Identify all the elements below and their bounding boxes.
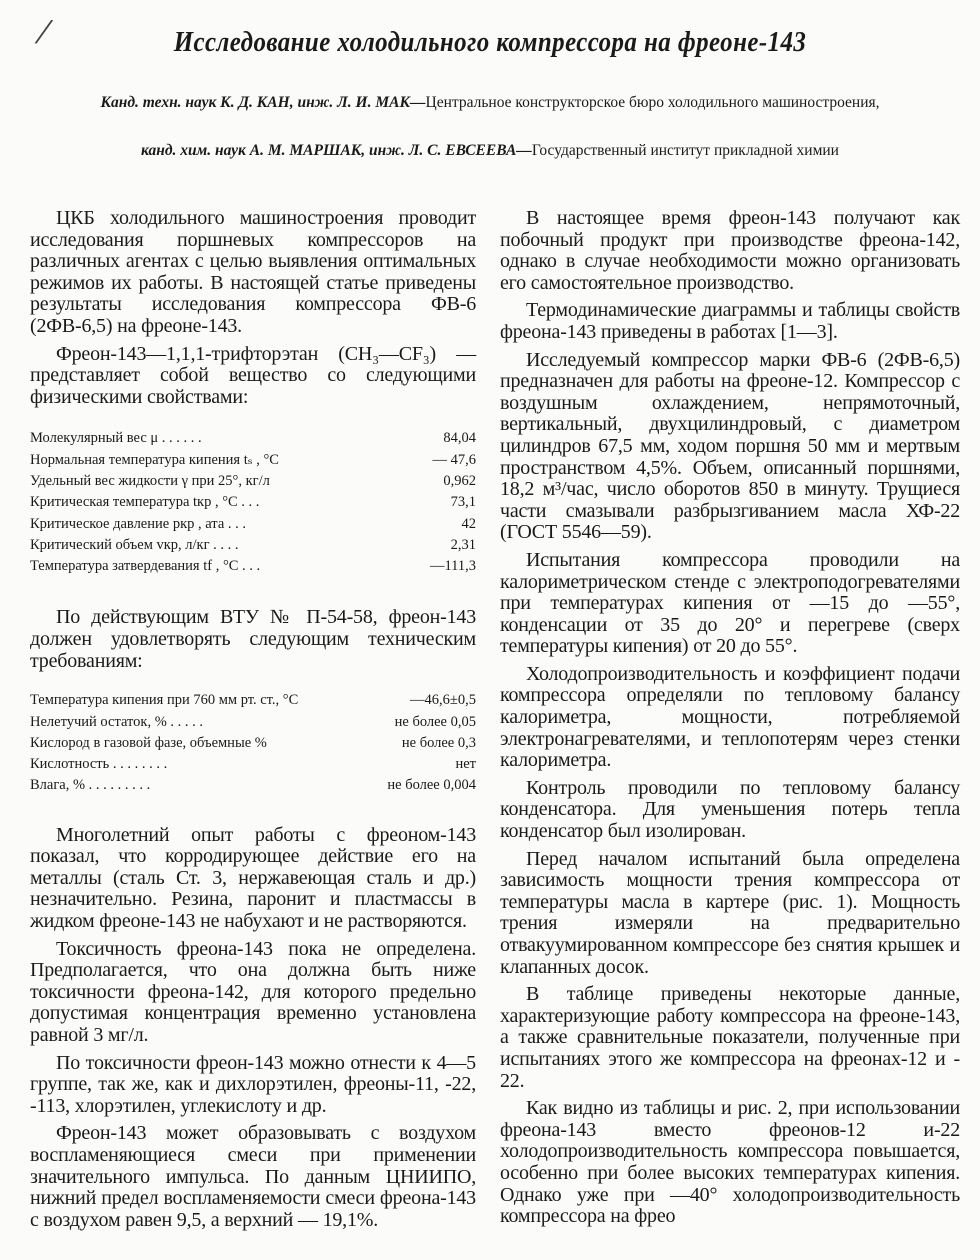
authors-line-1 xyxy=(40,92,940,113)
paragraph-tests: Испытания компрессора проводили на калориметрическом стенде с электроподогревателями при температурах кипения от —15 до —55°, конденсации от 35 до 20° и перегреве (сверх температуры кипения) от 20 до 55°. xyxy=(500,548,960,658)
article-title: Исследование холодильного компрессора на фреоне-143 xyxy=(173,26,807,58)
paragraph-production: В настоящее время фреон-143 получают как побочный продукт при производстве фреона-142, однако в случае необходимости можно организовать его самостоятельное производство. xyxy=(500,207,960,294)
requirement-row: Нелетучий остаток, % . . . . . не более 0,05 xyxy=(30,713,476,730)
properties-list xyxy=(30,428,476,577)
authors-line-2 xyxy=(40,140,940,161)
authors-org-1: Центральное конструкторское бюро холодильного машиностроения, xyxy=(425,94,880,111)
paragraph-table-ref: В таблице приведены некоторые данные, характеризующие работу компрессора на фреоне-143, а также сравнительные показатели, полученные при испытаниях этого же компрессора на фреонах-12 и - 22. xyxy=(500,983,960,1092)
left-column xyxy=(30,208,476,1237)
authors-names-2: канд. хим. наук А. М. МАРШАК, инж. Л. С. ЕВСЕЕВА— xyxy=(141,142,532,159)
property-row: Критическое давление pкр , ата . . . 42 xyxy=(30,515,476,532)
requirement-row: Кислород в газовой фазе, объемные % не более 0,3 xyxy=(30,734,476,751)
right-column xyxy=(500,208,960,1234)
paragraph-toxicity-group: По токсичности фреон-143 можно отнести к 4—5 группе, так же, как и дихлорэтилен, фреоны-11, -22, -113, хлорэтилен, углекислоту и др. xyxy=(30,1051,476,1117)
requirement-row: Температура кипения при 760 мм рт. ст., °С —46,6±0,5 xyxy=(30,692,476,709)
property-row: Нормальная температура кипения tₛ , °С — 47,6 xyxy=(30,451,476,468)
paragraph-compressor: Исследуемый компрессор марки ФВ-6 (2ФВ-6,5) предназначен для работы на фреоне-12. Компрессор с воздушным охлаждением, непрямоточный, вертикальный, двухцилиндровый, с диаметром цилиндров 67,5 мм, ходом поршня 50 мм и мертвым пространством 4,5%. Объем, описанный поршнями, 18,2 м³/час, число оборотов 850 в минуту. Трущиеся части смазывали разбрызгиванием масла ХФ-22 (ГОСТ 5546—59). xyxy=(500,348,960,544)
property-row: Удельный вес жидкости γ при 25°, кг/л 0,962 xyxy=(30,472,476,489)
property-row: Критическая температура tкр , °С . . . 73,1 xyxy=(30,494,476,511)
paragraph-diagrams: Термодинамические диаграммы и таблицы свойств фреона-143 приведены в работах [1—3]. xyxy=(500,299,960,343)
property-row: Температура затвердевания tf , °С . . . —111,3 xyxy=(30,558,476,575)
paragraph-corrosion: Многолетний опыт работы с фреоном-143 показал, что корродирующее действие его на металлы (сталь Ст. 3, нержавеющая сталь и др.) незначительно. Резина, паронит и пластмассы в жидком фреоне-143 не набухают и не растворяются. xyxy=(30,823,476,933)
paragraph-capacity: Холодопроизводительность и коэффициент подачи компрессора определяли по тепловому балансу калориметра, мощности, потребляемой электронагревателями, и теплопотерям через стенки калориметра. xyxy=(500,662,960,772)
property-row: Молекулярный вес μ . . . . . . 84,04 xyxy=(30,430,476,447)
paragraph-vtu: По действующим ВТУ № П-54-58, фреон-143 должен удовлетворять следующим техническим требованиям: xyxy=(30,606,476,672)
paragraph-definition: Фреон-143—1,1,1-трифторэтан (CH₃—CF₃) — представляет собой вещество со следующими физическими свойствами: xyxy=(30,342,476,408)
paragraph-intro: ЦКБ холодильного машиностроения проводит исследования поршневых компрессоров на различных агентах с целью выявления оптимальных режимов их работы. В настоящей статье приведены результаты исследования компрессора ФВ-6 (2ФВ-6,5) на фреоне-143. xyxy=(30,207,476,337)
requirements-list xyxy=(30,690,476,796)
paragraph-control: Контроль проводили по тепловому балансу конденсатора. Для уменьшения потерь тепла конденсатор был изолирован. xyxy=(500,776,960,843)
paragraph-comparison: Как видно из таблицы и рис. 2, при использовании фреона-143 вместо фреонов-12 и-22 холодопроизводительность компрессора повышается, особенно при более высоких температурах кипения. Однако уже при —40° холодопроизводительность компрессора на фрео xyxy=(500,1097,960,1228)
property-row: Критический объем vкр, л/кг . . . . 2,31 xyxy=(30,536,476,553)
margin-mark: / xyxy=(35,10,52,54)
authors-org-2: Государственный институт прикладной химии xyxy=(531,142,839,159)
authors-names-1: Канд. техн. наук К. Д. КАН, инж. Л. И. МАК— xyxy=(100,94,426,111)
requirement-row: Кислотность . . . . . . . . нет xyxy=(30,756,476,773)
paragraph-flammability: Фреон-143 может образовывать с воздухом воспламеняющиеся смеси при применении значительного импульса. По данным ЦНИИПО, нижний предел воспламеняемости смеси фреона-143 с воздухом равен 9,5, а верхний — 19,1%. xyxy=(30,1122,476,1231)
paragraph-friction: Перед началом испытаний была определена зависимость мощности трения компрессора от температуры масла в картере (рис. 1). Мощность трения измеряли на предварительно отвакуумированном компрессоре без снятия крышек и клапанных досок. xyxy=(500,847,960,978)
requirement-row: Влага, % . . . . . . . . . не более 0,004 xyxy=(30,777,476,794)
paragraph-toxicity: Токсичность фреона-143 пока не определена. Предполагается, что она должна быть ниже токсичности фреона-142, для которого предельно допустимая концентрация временно установлена равной 3 мг/л. xyxy=(30,937,476,1047)
